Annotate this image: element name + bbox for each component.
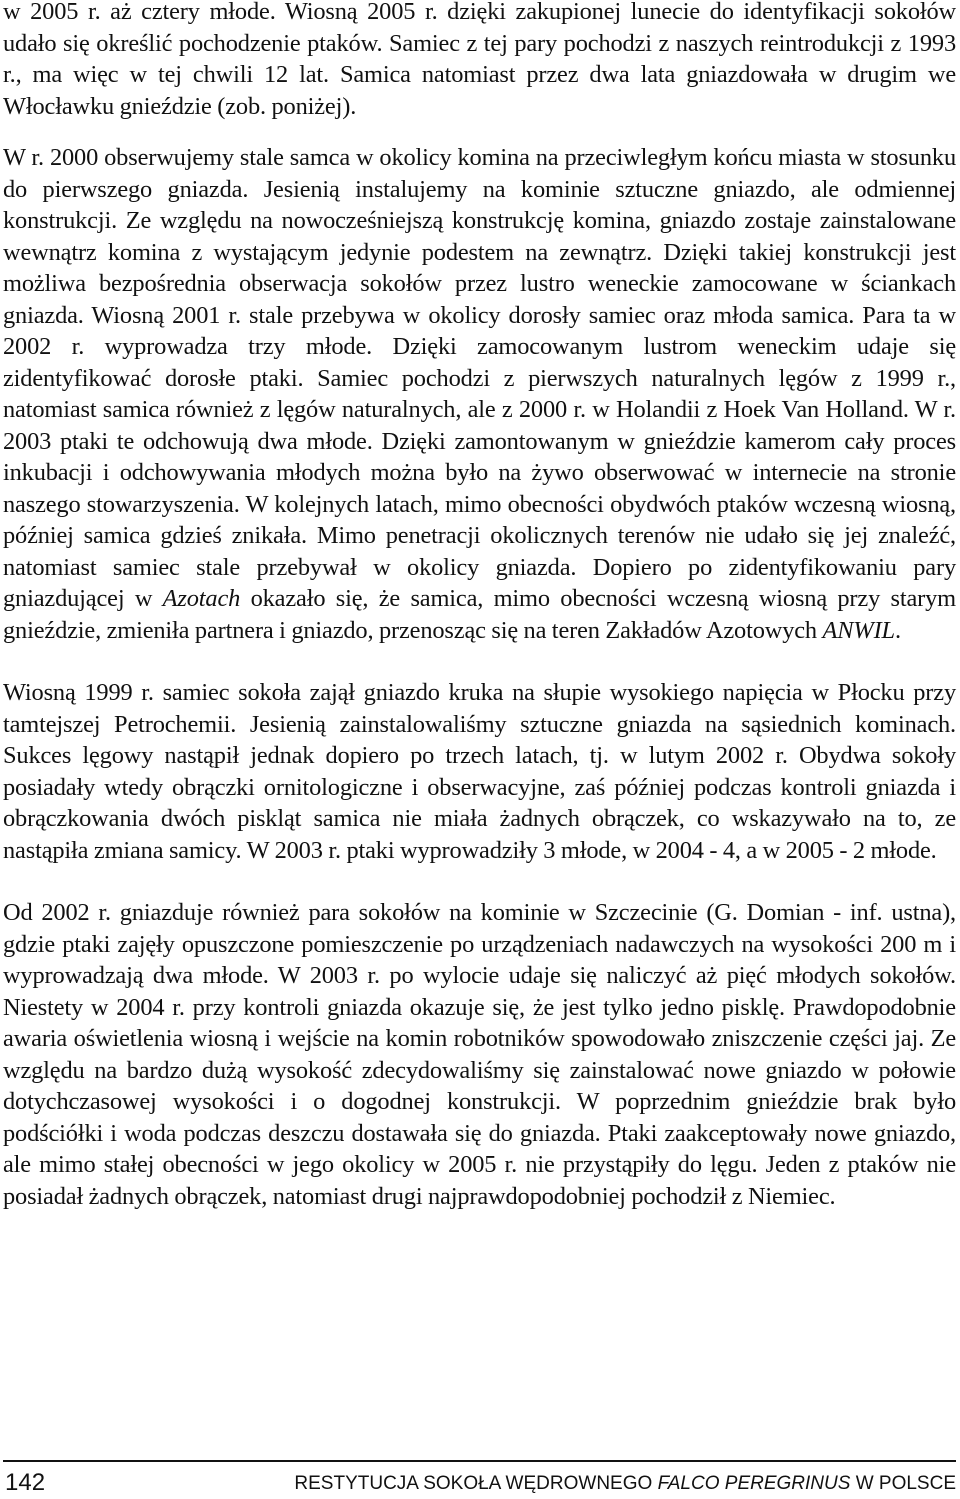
body-text <box>3 0 956 1212</box>
paragraph-2 <box>3 142 956 646</box>
paragraph-3: Wiosną 1999 r. samiec sokoła zajął gniazdo kruka na słupie wysokiego napięcia w Płocku przy tamtejszej Petrochemii. Jesienią zainstalowaliśmy sztuczne gniazda na sąsiednich kominach. Sukces lęgowy nastąpił jednak dopiero po trzech latach, tj. w lutym 2002 r. Obydwa sokoły posiadały wtedy obrączki ornitologiczne i obserwacyjne, zaś później podczas kontroli gniazda i obrączkowania dwóch piskląt samica nie miała żadnych obrączek, co wskazywało na to, ze nastąpiła zmiana samicy. W 2003 r. ptaki wyprowadziły 3 młode, w 2004 - 4, a w 2005 - 2 młode. <box>3 679 956 864</box>
paragraph-2-text-a: W r. 2000 obserwujemy stale samca w okolicy komina na przeciwległym końcu miasta w stosunku do pierwszego gniazda. Jesienią instalujemy na kominie sztuczne gniazdo, ale odmiennej konstrukcji. Ze względu na nowocześniejszą konstrukcję komina, gniazdo zostaje zainstalowane wewnątrz komina z wystającym jedynie podestem na zewnątrz. Dzięki takiej konstrukcji jest możliwa bezpośrednia obserwacja sokołów przez lustro weneckie zamocowane w ściankach gniazda. Wiosną 2001 r. stale przebywa w okolicy dorosły samiec oraz młoda samica. Para ta w 2002 r. wyprowadza trzy młode. Dzięki zamocowanym lustrom weneckim udaje się zidentyfikować dorosłe ptaki. Samiec pochodzi z pierwszych naturalnych lęgów z 1999 r., natomiast samica również z lęgów naturalnych, ale z 2000 r. w Holandii z Hoek Van Holland. W r. 2003 ptaki te odchowują dwa młode. Dzięki zamontowanym w gnieździe kamerom cały proces inkubacji i odchowywania młodych można było na żywo obserwować w internecie na stronie naszego stowarzyszenia. W kolejnych latach, mimo obecności obydwóch ptaków wczesną wiosną, później samica gdzieś znikała. Mimo penetracji okolicznych terenów nie udało się jej znaleźć, natomiast samiec stale przebywał w okolicy gniazda. Dopiero po zidentyfikowaniu pary gniazdującej w <box>3 144 956 612</box>
document-page <box>3 0 956 1497</box>
running-title-suffix: W POLSCE <box>850 1473 956 1494</box>
paragraph-4: Od 2002 r. gniazduje również para sokołów na kominie w Szczecinie (G. Domian - inf. ustna), gdzie ptaki zajęły opuszczone pomieszczenie po urządzeniach nadawczych na wysokości 200 m i wyprowadzają dwa młode. W 2003 r. po wylocie udaje się naliczyć aż pięć młodych sokołów. Niestety w 2004 r. przy kontroli gniazda okazuje się, że jest tylko jedno pisklę. Prawdopodobnie awaria oświetlenia wiosną i wejście na komin robotników spowodowało zniszczenie części jaj. Ze względu na bardzo dużą wysokość zdecydowaliśmy się zainstalować nowe gniazdo w połowie dotychczasowej wysokości i o dogodnej konstrukcji. W poprzednim gnieździe brak było podściółki i woda podczas deszczu dostawała się do gniazda. Ptaki zaakceptowały nowe gniazdo, ale mimo stałej obecności w jego okolicy w 2005 r. nie przystąpiły do lęgu. Jeden z ptaków nie posiadał żadnych obrączek, natomiast drugi najprawdopodobniej pochodził z Niemiec. <box>3 899 956 1210</box>
paragraph-2-italic-anwil: ANWIL <box>822 616 895 644</box>
paragraph-2-text-b: okazało się, że samica, mimo obecności wczesną wiosną przy starym gnieździe, zmieniła partnera i gniazdo, przenosząc się na teren Zakładów Azotowych <box>3 585 956 644</box>
page-footer <box>3 1460 956 1499</box>
running-title-text: RESTYTUCJA SOKOŁA WĘDROWNEGO <box>294 1473 658 1494</box>
paragraph-2-italic-azotach: Azotach <box>162 585 241 612</box>
running-title-italic: FALCO PEREGRINUS <box>657 1473 851 1494</box>
page-number: 142 <box>5 1469 46 1496</box>
paragraph-1: w 2005 r. aż cztery młode. Wiosną 2005 r. dzięki zakupionej lunecie do identyfikacji sokołów udało się określić pochodzenie ptaków. Samiec z tej pary pochodzi z naszych reintrodukcji z 1993 r., ma więc w tej chwili 12 lat. Samica natomiast przez dwa lata gniazdowała w drugim we Włocławku gnieździe (zob. poniżej). <box>3 0 956 120</box>
paragraph-2-text-c: . <box>894 616 901 644</box>
running-title <box>294 1472 956 1496</box>
